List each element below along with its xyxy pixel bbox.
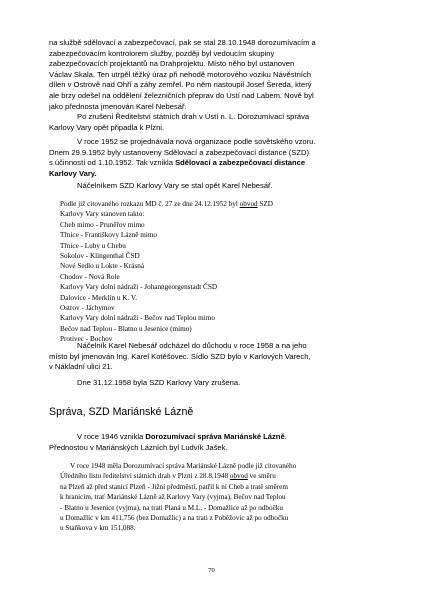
text-line: u Staňkova v km 151,088. [60,524,136,533]
text-line: Náčelníkem SZD Karlovy Vary se stal opět Karel Nebesář. [77,181,273,190]
paragraph-staffing [49,38,373,112]
text-segment: . [284,432,287,441]
bold-text-line: Karlovy Vary. [49,168,97,178]
bold-text: Dorozumívací správa Mariánské Lázně [145,432,285,441]
list-item: Sokolov - Klingenthal ČSD [60,252,140,261]
text-line [49,158,373,169]
paragraph-chief [49,181,373,192]
text-line [60,199,373,209]
list-item: Dalovice - Merklín u K. V. [60,293,137,302]
text-segment: Podle již citovaného rozkazu MD č. 27 ze dne 24.12.1952 byl [60,200,240,208]
text-line: V roce 1948 měla Dorozumívací správa Mariánské Lázně podle již citovaného [70,462,297,470]
text-line: u Domažlic v km 411,756 (bez Domažlic) a na trati z Poběžovic až po odbočku [60,514,289,523]
text-line: Přednostou v Mariánských Lázních byl Ludvík Jašek. [49,442,228,452]
text-line: jako přednosta jmenován Karel Nebesář. [49,101,187,111]
text-segment: Úředního listu ředitelství státních drah v Plzni z 28.8.1948 [60,472,230,481]
text-line: Dnem 29.9.1952 byly ustanoveny Sdělovací a zabezpečovací distance (SZD) [49,147,310,157]
text-line: zabezpečovacích projektantů na Drahprojektu. Místo něho byl ustanoven [49,59,295,69]
text-segment: V roce 1946 vznikla [77,432,146,441]
text-line [60,471,373,481]
underlined-text: obvod [229,472,248,481]
list-item: Nové Sedlo u Lokte - Krásná [60,262,145,271]
section-heading: Správa, SZD Mariánské Lázně [49,406,194,418]
paragraph-retirement [49,341,373,373]
text-segment: s účinností od 1.10.1952. Tak vznikla [49,158,176,168]
list-item: Cheb mimo - Pruněřov mimo [60,220,145,229]
text-line: dílen v Ostrově nad Ohří a záhy zemřel. Po něm nastoupil Josef Šereda, který [49,80,312,90]
list-item: Ostrov - Jáchymov [60,304,115,313]
text-line: k hranicím, trať Mariánské Lázně až Karlovy Vary (vyjma), Bečov nad Teplou [60,493,286,502]
quote-district-list [60,199,373,345]
list-item: Třnice - Luby u Chebu [60,241,126,250]
quote-marianske-district [60,461,373,534]
text-segment: SZD [257,200,274,208]
list-item: Chodov - Nová Role [60,272,120,281]
text-line: Dne 31.12.1958 byla SZD Karlovy Vary zrušena. [77,378,241,387]
paragraph-marianske-lazne [49,432,373,453]
bold-text: Sdělovací a zabezpečovací distance [175,158,306,168]
text-line: v Nákladní ulici 21. [49,362,113,372]
paragraph-szd-1952 [49,137,373,179]
text-line: ale brzy odešel na oddělení železničních přeprav do Ústí nad Labem. Nově byl [49,90,314,100]
text-segment: ve směru [247,472,276,481]
text-line: Václav Skala. Ten utrpěl těžký úraz při nehodě motorového voziku Návěstních [49,69,311,79]
text-line: - Blatno u Jesenice (vyjma), na trati Planá u M.L. - Domažlice až po odbočku [60,503,283,512]
list-item: Bečov nad Teplou - Blatno u Jesenice (mimo) [60,324,192,333]
text-line: V roce 1952 se projednávala nová organizace podle sovětského vzoru. [77,137,316,146]
text-line: zabezpečovacím kontrolorem služby, později byl vedoucím skupiny [49,48,275,58]
text-line [49,432,373,443]
text-line: Karlovy Vary stanoven takto: [60,210,145,219]
list-item: Karlovy Vary dolní nádraží - Bečov nad Teplou mimo [60,314,215,323]
paragraph-abolition-ustí [49,112,373,133]
text-line: na službě sdělovací a zabezpečovací, pak se stal 28.10.1948 dorozumívacím a [49,38,316,47]
page-number: 70 [208,567,215,574]
text-line: Karlovy Vary opět připadla k Plzni. [49,122,165,132]
list-item: Třnice - Františkovy Lázně mimo [60,231,158,240]
text-line: místo byl jmenován Ing. Karel Kotěšovec. Sídlo SZD bylo v Karlových Varech, [49,351,311,361]
text-line: Náčelník Karel Nebesář odcházel do důchodu v roce 1958 a na jeho [77,341,307,350]
text-line: Po zrušení Ředitelství státních drah v Ústí n. L. Dorozumívací správa [77,112,310,121]
text-line: na Plzeň až před stanicí Plzeň - Jižní předměstí, patřil k ní Cheb a tratě směrem [60,482,288,491]
list-item: Karlovy Vary dolní nádraží - Johanngeorgenstadt ČSD [60,283,218,292]
underlined-text: obvod [239,200,258,208]
list-item: Protivec - Bochov [60,335,113,344]
paragraph-dissolution [49,378,373,389]
